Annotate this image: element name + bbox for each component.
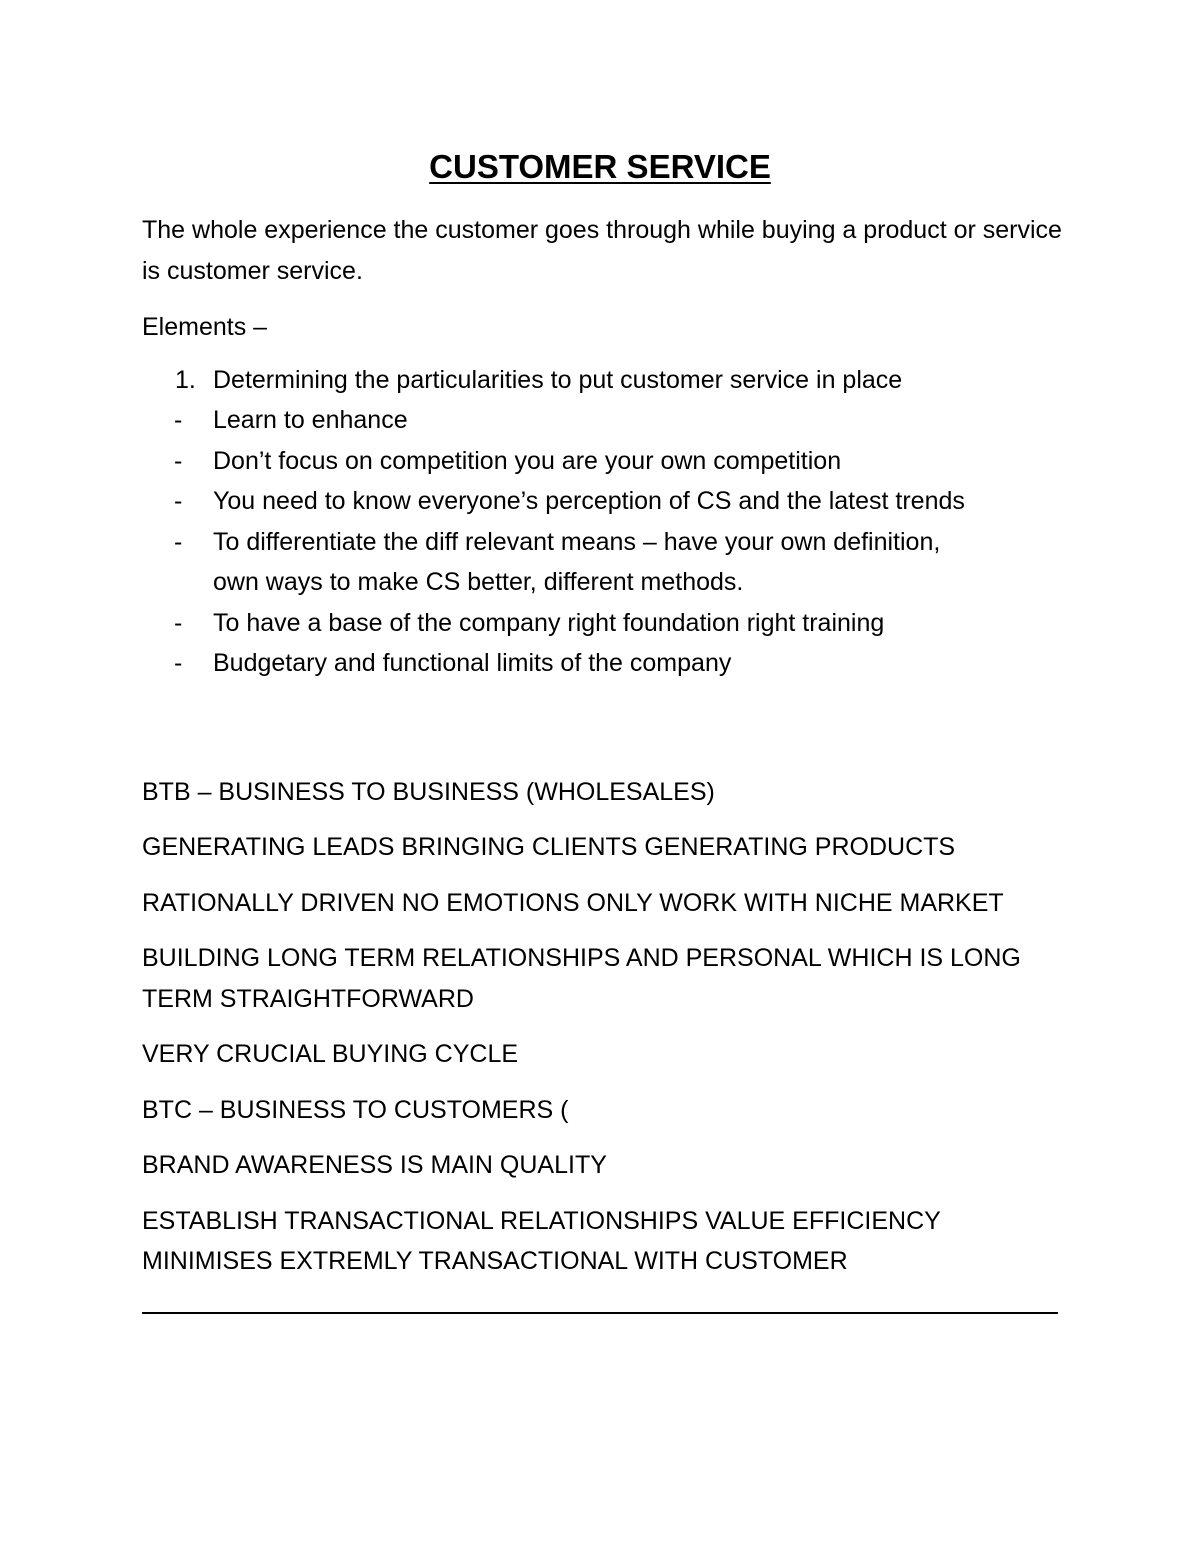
bullet-item	[142, 522, 1082, 603]
caps-line: GENERATING LEADS BRINGING CLIENTS GENERATING PRODUCTS	[142, 833, 956, 861]
list-number: 1.	[175, 365, 196, 394]
elements-list	[142, 360, 1082, 684]
bullet-item	[142, 441, 1082, 482]
caps-line: RATIONALLY DRIVEN NO EMOTIONS ONLY WORK WITH NICHE MARKET	[142, 888, 1004, 917]
numbered-list-item	[142, 360, 1082, 401]
dash-marker: -	[174, 527, 183, 556]
caps-line: ESTABLISH TRANSACTIONAL RELATIONSHIPS VALUE EFFICIENCY MINIMISES EXTREMLY TRANSACTIONAL WITH CUSTOMER	[142, 1206, 941, 1275]
dash-marker: -	[174, 406, 183, 434]
bullet-item	[142, 481, 1082, 522]
caps-line: BTB – BUSINESS TO BUSINESS (WHOLESALES)	[142, 777, 715, 806]
document-title	[0, 143, 1200, 191]
bullet-text: You need to know everyone’s perception of CS and the latest trends	[213, 487, 965, 515]
section-spacer	[142, 684, 1082, 772]
bullet-item	[142, 643, 1082, 684]
document-body	[142, 210, 1082, 1282]
dash-marker: -	[174, 608, 183, 637]
bullet-text: Learn to enhance	[213, 406, 408, 434]
bullet-text: To have a base of the company right foundation right training	[213, 608, 885, 637]
list-item-text: Determining the particularities to put customer service in place	[213, 365, 903, 394]
bullet-item	[142, 603, 1082, 644]
caps-line: BUILDING LONG TERM RELATIONSHIPS AND PERSONAL WHICH IS LONG TERM STRAIGHTFORWARD	[142, 944, 1021, 1013]
bullet-text: Don’t focus on competition you are your own competition	[213, 446, 842, 475]
business-notes	[142, 772, 1082, 1282]
dash-marker: -	[174, 649, 183, 677]
elements-heading: Elements –	[142, 313, 268, 341]
title-text: CUSTOMER SERVICE	[429, 148, 771, 185]
intro-paragraph: The whole experience the customer goes through while buying a product or service is customer service.	[142, 216, 1062, 285]
caps-line: BTC – BUSINESS TO CUSTOMERS (	[142, 1095, 569, 1124]
dash-marker: -	[174, 487, 183, 515]
horizontal-rule	[142, 1312, 1058, 1314]
caps-line: VERY CRUCIAL BUYING CYCLE	[142, 1040, 519, 1068]
caps-line: BRAND AWARENESS IS MAIN QUALITY	[142, 1151, 607, 1179]
bullet-item	[142, 400, 1082, 441]
bullet-text: Budgetary and functional limits of the company	[213, 649, 732, 677]
dash-marker: -	[174, 446, 183, 475]
bullet-text: To differentiate the diff relevant means – have your own definition, own ways to make CS better, different methods.	[213, 527, 941, 596]
